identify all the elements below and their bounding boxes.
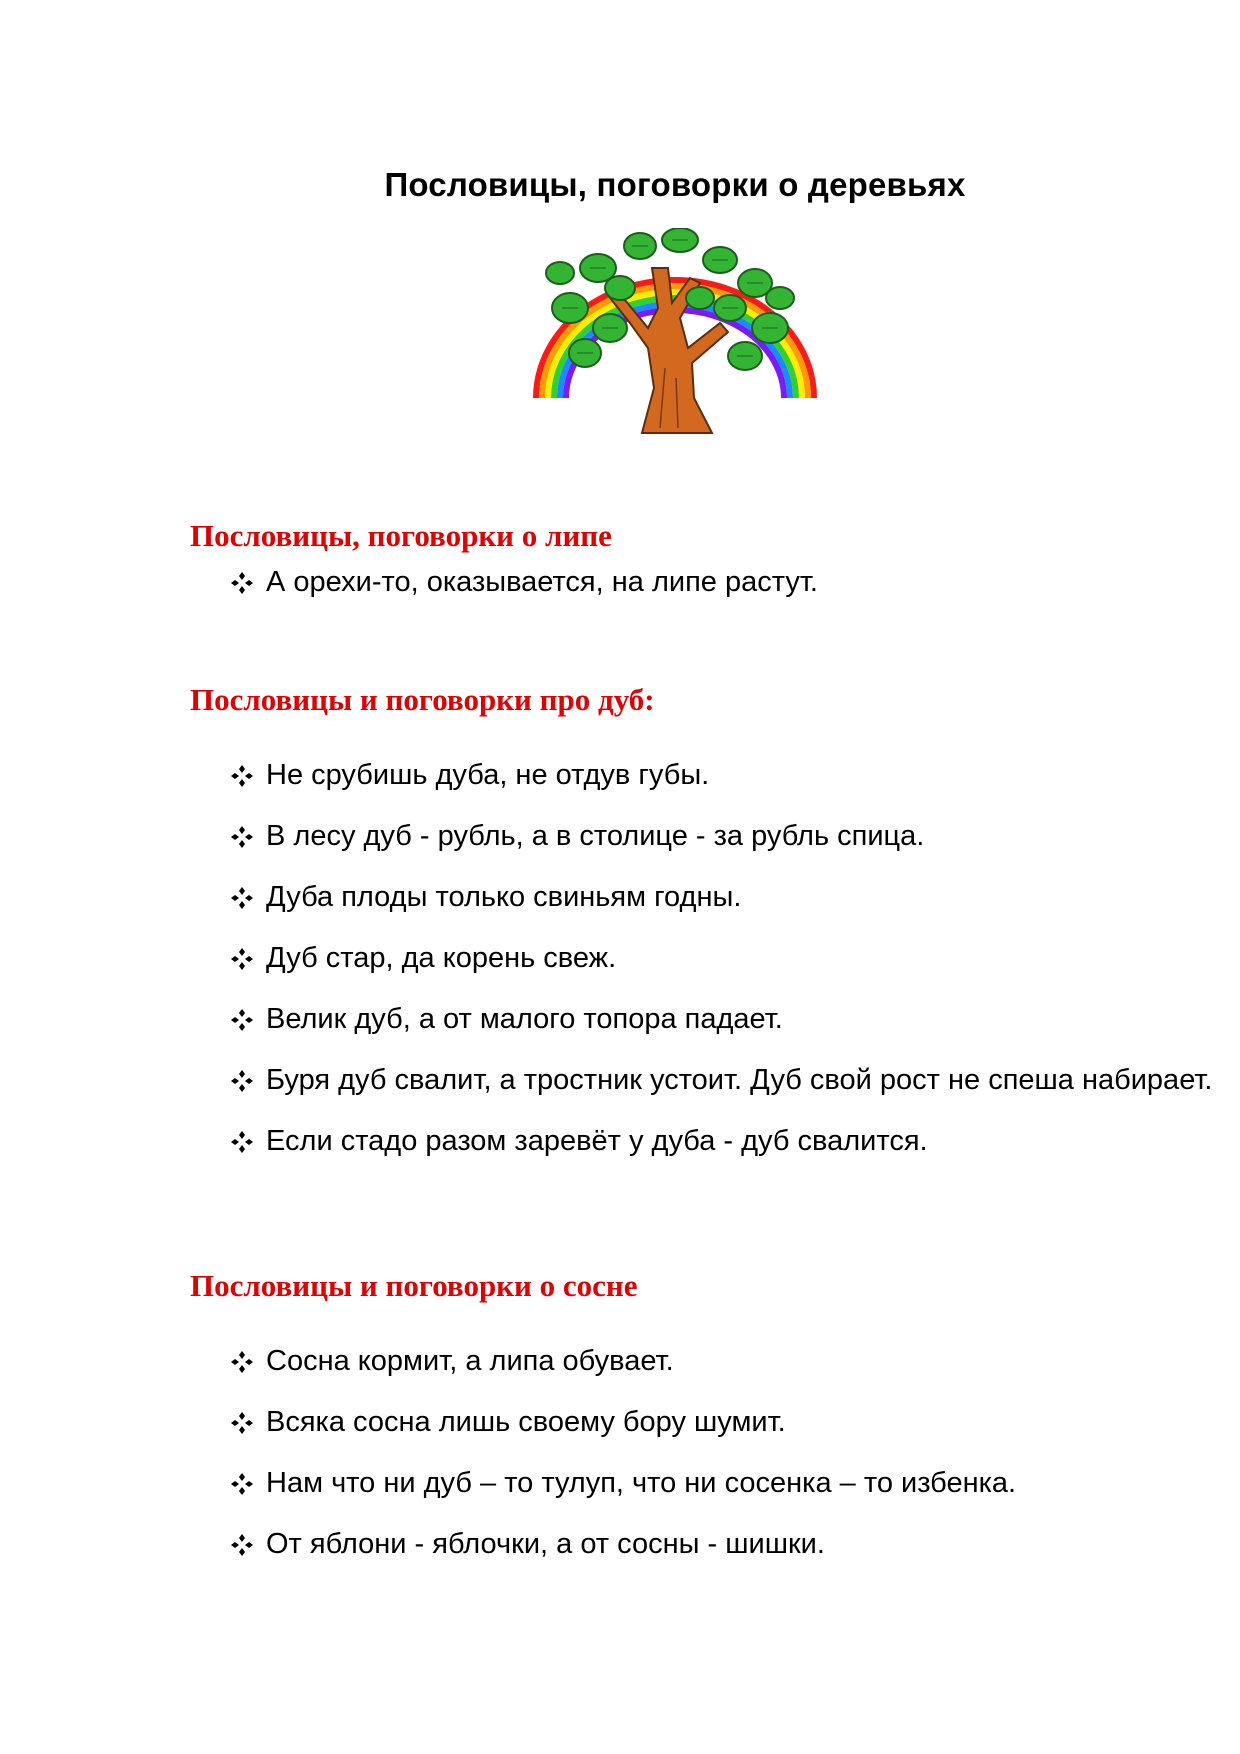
proverb-text: Всяка сосна лишь своему бору шумит. <box>266 1406 786 1438</box>
list-item <box>190 552 1220 613</box>
list-item <box>190 1514 1220 1575</box>
proverb-text: От яблони - яблочки, а от сосны - шишки. <box>266 1528 825 1560</box>
proverb-text: Дуб стар, да корень свеж. <box>266 942 617 974</box>
diamond-bullet-icon <box>230 571 254 595</box>
diamond-bullet-icon <box>230 1008 254 1032</box>
list-item <box>190 1331 1220 1392</box>
proverb-text: Сосна кормит, а липа обувает. <box>266 1345 674 1377</box>
section-linden <box>190 516 1220 613</box>
diamond-bullet-icon <box>230 1411 254 1435</box>
list-item <box>190 1453 1220 1514</box>
tree-rainbow-icon <box>530 228 820 436</box>
section-pine <box>190 1266 1220 1575</box>
list-item <box>190 1111 1220 1172</box>
proverb-text: Дуба плоды только свиньям годны. <box>266 881 742 913</box>
section-oak <box>190 680 1220 1172</box>
proverb-text: В лесу дуб - рубль, а в столице - за рубль спица. <box>266 820 925 852</box>
proverb-text: Буря дуб свалит, а тростник устоит. Дуб свой рост не спеша набирает. <box>266 1064 1213 1096</box>
list-item <box>190 806 1220 867</box>
diamond-bullet-icon <box>230 1069 254 1093</box>
list-item <box>190 1392 1220 1453</box>
list-item <box>190 928 1220 989</box>
section-heading: Пословицы, поговорки о липе <box>190 518 612 553</box>
page-title: Пословицы, поговорки о деревьях <box>384 166 966 203</box>
diamond-bullet-icon <box>230 886 254 910</box>
proverb-list <box>190 745 1220 1172</box>
proverb-text: А орехи-то, оказывается, на липе растут. <box>266 566 818 598</box>
diamond-bullet-icon <box>230 825 254 849</box>
proverb-list <box>190 1331 1220 1575</box>
list-item <box>190 989 1220 1050</box>
proverb-text: Не срубишь дуба, не отдув губы. <box>266 759 710 791</box>
proverb-text: Если стадо разом заревёт у дуба - дуб свалится. <box>266 1125 928 1157</box>
list-item <box>190 745 1220 806</box>
diamond-bullet-icon <box>230 947 254 971</box>
list-item <box>190 1050 1220 1111</box>
diamond-bullet-icon <box>230 1533 254 1557</box>
diamond-bullet-icon <box>230 1130 254 1154</box>
proverb-text: Велик дуб, а от малого топора падает. <box>266 1003 783 1035</box>
proverb-text: Нам что ни дуб – то тулуп, что ни сосенка – то избенка. <box>266 1467 1017 1499</box>
section-heading: Пословицы и поговорки о сосне <box>190 1268 638 1303</box>
diamond-bullet-icon <box>230 764 254 788</box>
section-heading: Пословицы и поговорки про дуб: <box>190 682 655 717</box>
list-item <box>190 867 1220 928</box>
diamond-bullet-icon <box>230 1472 254 1496</box>
diamond-bullet-icon <box>230 1350 254 1374</box>
proverb-list <box>190 552 1220 613</box>
